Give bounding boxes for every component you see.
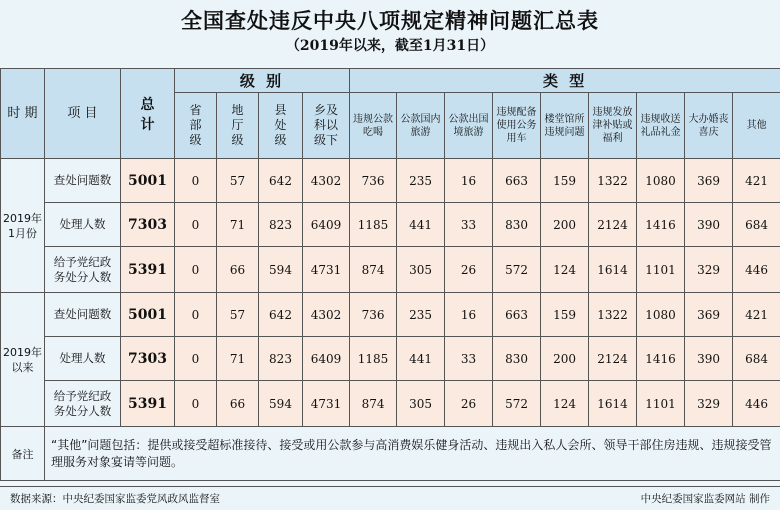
type-value-cell: 16 (445, 293, 493, 337)
level-value-cell: 57 (217, 159, 259, 203)
summary-table (0, 68, 780, 481)
type-value-cell: 874 (350, 381, 397, 427)
type-value-cell: 390 (685, 337, 733, 381)
type-value-cell: 33 (445, 337, 493, 381)
type-value-cell: 1416 (637, 203, 685, 247)
type-value-cell: 369 (685, 293, 733, 337)
level-value-cell: 57 (217, 293, 259, 337)
period-cell: 2019年 1月份 (1, 159, 45, 293)
header-type-5: 违规发放 津补贴或 福利 (589, 93, 637, 159)
level-value-cell: 71 (217, 337, 259, 381)
header-period: 时 期 (1, 69, 45, 159)
header-type-7: 大办婚丧 喜庆 (685, 93, 733, 159)
type-value-cell: 421 (733, 159, 780, 203)
type-value-cell: 1614 (589, 381, 637, 427)
item-cell: 处理人数 (45, 203, 121, 247)
level-value-cell: 823 (259, 203, 303, 247)
header-type-6: 违规收送 礼品礼金 (637, 93, 685, 159)
type-value-cell: 830 (493, 203, 541, 247)
type-value-cell: 200 (541, 203, 589, 247)
page-subtitle: （2019年以来，截至1月31日） (0, 37, 780, 55)
type-value-cell: 1101 (637, 247, 685, 293)
level-value-cell: 0 (175, 159, 217, 203)
type-value-cell: 124 (541, 247, 589, 293)
type-value-cell: 390 (685, 203, 733, 247)
total-cell: 7303 (121, 337, 175, 381)
table-row (1, 203, 780, 247)
type-value-cell: 235 (397, 293, 445, 337)
item-cell: 查处问题数 (45, 293, 121, 337)
header-level-0: 省 部 级 (175, 93, 217, 159)
type-value-cell: 305 (397, 247, 445, 293)
type-value-cell: 1322 (589, 293, 637, 337)
total-cell: 5001 (121, 159, 175, 203)
level-value-cell: 0 (175, 293, 217, 337)
level-value-cell: 66 (217, 247, 259, 293)
level-value-cell: 594 (259, 247, 303, 293)
type-value-cell: 446 (733, 381, 780, 427)
item-cell: 处理人数 (45, 337, 121, 381)
type-value-cell: 572 (493, 381, 541, 427)
type-value-cell: 2124 (589, 337, 637, 381)
header-level-2: 县 处 级 (259, 93, 303, 159)
type-value-cell: 684 (733, 337, 780, 381)
table-row (1, 381, 780, 427)
level-value-cell: 6409 (303, 337, 350, 381)
table-row (1, 159, 780, 203)
type-value-cell: 572 (493, 247, 541, 293)
type-value-cell: 33 (445, 203, 493, 247)
header-type-2: 公款出国 境旅游 (445, 93, 493, 159)
total-cell: 7303 (121, 203, 175, 247)
level-value-cell: 71 (217, 203, 259, 247)
table-row (1, 247, 780, 293)
header-level-3: 乡及 科以 级下 (303, 93, 350, 159)
type-value-cell: 26 (445, 247, 493, 293)
type-value-cell: 1101 (637, 381, 685, 427)
period-cell: 2019年 以来 (1, 293, 45, 427)
type-value-cell: 1185 (350, 203, 397, 247)
type-value-cell: 124 (541, 381, 589, 427)
level-value-cell: 4731 (303, 247, 350, 293)
type-value-cell: 329 (685, 247, 733, 293)
level-value-cell: 0 (175, 203, 217, 247)
type-value-cell: 874 (350, 247, 397, 293)
type-value-cell: 200 (541, 337, 589, 381)
type-value-cell: 305 (397, 381, 445, 427)
type-value-cell: 1080 (637, 293, 685, 337)
header-type-0: 违规公款 吃喝 (350, 93, 397, 159)
note-text: “其他”问题包括：提供或接受超标准接待、接受或用公款参与高消费娱乐健身活动、违规出入私人会所、领导干部住房违规、违规接受管理服务对象宴请等问题。 (45, 427, 780, 481)
level-value-cell: 0 (175, 337, 217, 381)
header-total: 总 计 (121, 69, 175, 159)
type-value-cell: 663 (493, 293, 541, 337)
note-row (1, 427, 780, 481)
total-cell: 5001 (121, 293, 175, 337)
type-value-cell: 663 (493, 159, 541, 203)
type-value-cell: 736 (350, 159, 397, 203)
type-value-cell: 159 (541, 159, 589, 203)
producer-credit: 中央纪委国家监委网站 制作 (641, 487, 770, 511)
item-cell: 给予党纪政 务处分人数 (45, 247, 121, 293)
header-type-3: 违规配备 使用公务 用车 (493, 93, 541, 159)
type-value-cell: 441 (397, 203, 445, 247)
header-type-group: 类 型 (350, 69, 780, 93)
header-type-1: 公款国内 旅游 (397, 93, 445, 159)
level-value-cell: 0 (175, 381, 217, 427)
type-value-cell: 421 (733, 293, 780, 337)
type-value-cell: 2124 (589, 203, 637, 247)
type-value-cell: 830 (493, 337, 541, 381)
type-value-cell: 446 (733, 247, 780, 293)
title-area (0, 0, 780, 68)
type-value-cell: 1322 (589, 159, 637, 203)
type-value-cell: 1416 (637, 337, 685, 381)
header-type-8: 其他 (733, 93, 780, 159)
type-value-cell: 329 (685, 381, 733, 427)
type-value-cell: 1080 (637, 159, 685, 203)
item-cell: 查处问题数 (45, 159, 121, 203)
level-value-cell: 4302 (303, 159, 350, 203)
total-cell: 5391 (121, 247, 175, 293)
page-title: 全国查处违反中央八项规定精神问题汇总表 (0, 0, 780, 33)
level-value-cell: 4731 (303, 381, 350, 427)
level-value-cell: 642 (259, 293, 303, 337)
level-value-cell: 4302 (303, 293, 350, 337)
type-value-cell: 235 (397, 159, 445, 203)
header-level-group: 级 别 (175, 69, 350, 93)
level-value-cell: 594 (259, 381, 303, 427)
level-value-cell: 642 (259, 159, 303, 203)
item-cell: 给予党纪政 务处分人数 (45, 381, 121, 427)
type-value-cell: 736 (350, 293, 397, 337)
total-cell: 5391 (121, 381, 175, 427)
type-value-cell: 441 (397, 337, 445, 381)
type-value-cell: 16 (445, 159, 493, 203)
level-value-cell: 0 (175, 247, 217, 293)
type-value-cell: 1185 (350, 337, 397, 381)
note-label: 备注 (1, 427, 45, 481)
type-value-cell: 369 (685, 159, 733, 203)
type-value-cell: 26 (445, 381, 493, 427)
level-value-cell: 823 (259, 337, 303, 381)
table-row (1, 337, 780, 381)
header-item: 项 目 (45, 69, 121, 159)
type-value-cell: 684 (733, 203, 780, 247)
header-type-4: 楼堂馆所 违规问题 (541, 93, 589, 159)
table-row (1, 293, 780, 337)
footer (0, 486, 780, 510)
data-source: 数据来源：中央纪委国家监委党风政风监督室 (10, 487, 220, 511)
type-value-cell: 1614 (589, 247, 637, 293)
level-value-cell: 66 (217, 381, 259, 427)
type-value-cell: 159 (541, 293, 589, 337)
level-value-cell: 6409 (303, 203, 350, 247)
header-level-1: 地 厅 级 (217, 93, 259, 159)
